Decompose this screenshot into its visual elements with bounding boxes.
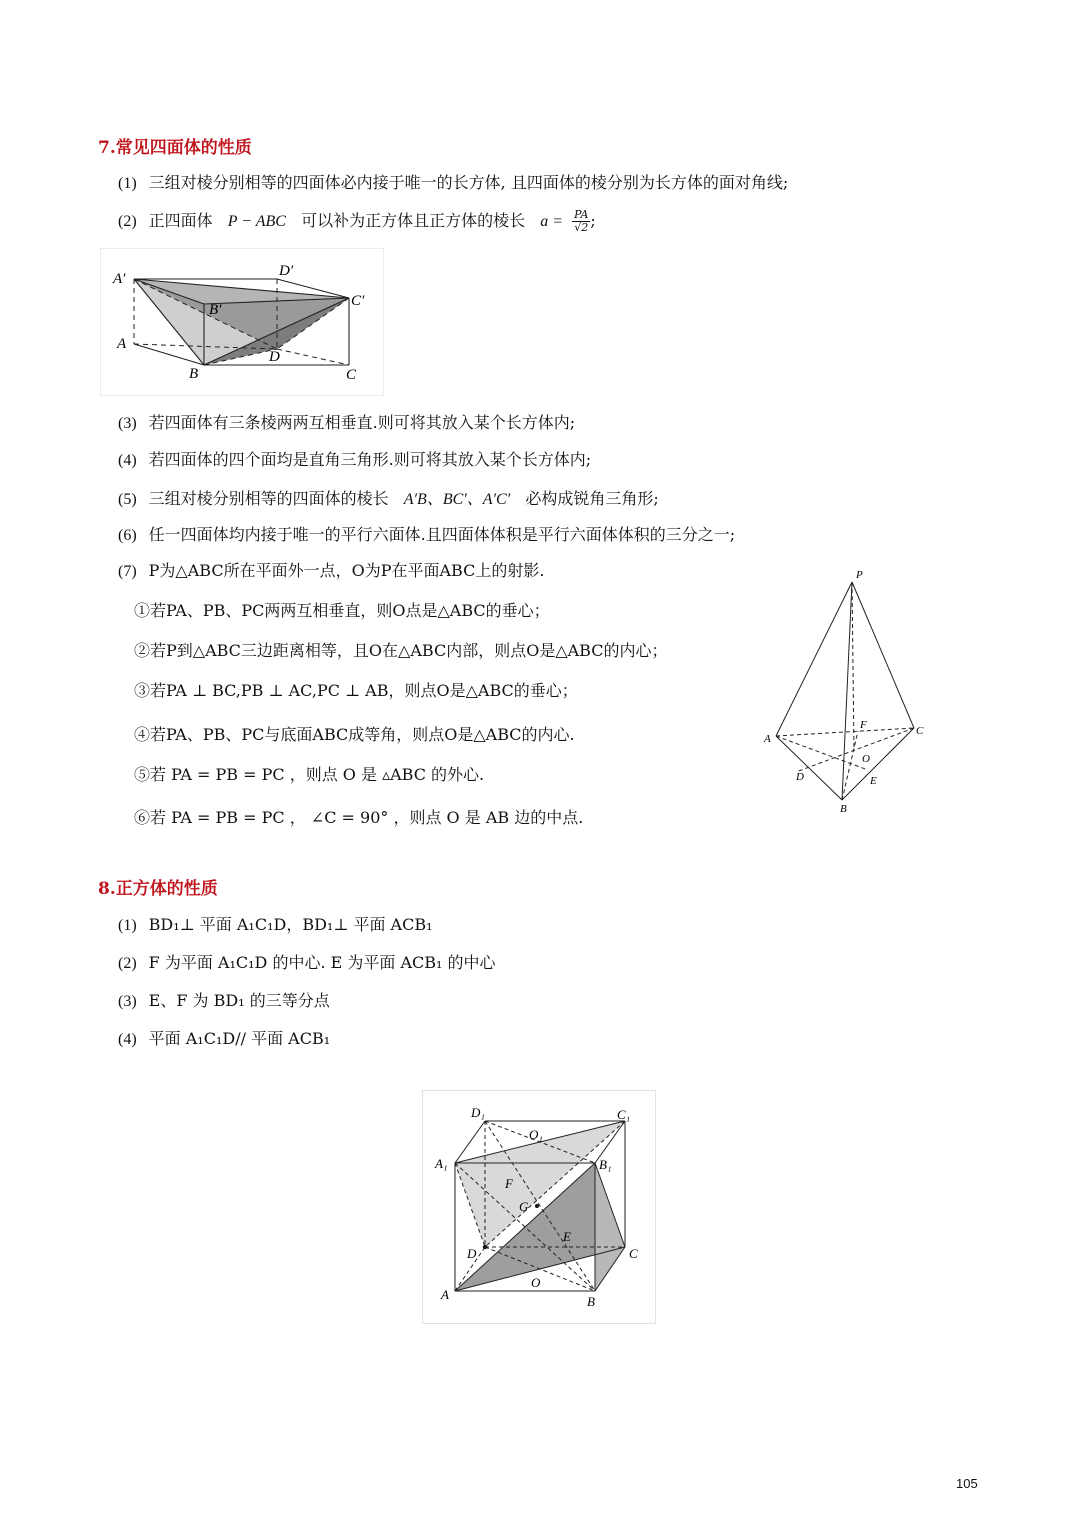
item-text: F 为平面 A₁C₁D 的中心. E 为平面 ACB₁ 的中心 xyxy=(148,953,496,972)
section-7-heading: 7.常见四面体的性质 xyxy=(98,138,252,158)
label-B1: B′ xyxy=(209,302,222,318)
label-B1: B₁ xyxy=(599,1157,612,1172)
label-B: B xyxy=(587,1294,595,1309)
label-B: B xyxy=(840,803,847,815)
item-text: 若四面体的四个面均是直角三角形.则可将其放入某个长方体内; xyxy=(148,450,592,469)
item-text: P为△ABC所在平面外一点，O为P在平面ABC上的射影. xyxy=(148,561,545,580)
item-number: (4) xyxy=(118,452,137,469)
page-number: 105 xyxy=(956,1476,978,1491)
sub-item: ③若PA ⊥ BC,PB ⊥ AC,PC ⊥ AB，则点O是△ABC的垂心； xyxy=(134,681,578,700)
label-C1: C₁ xyxy=(617,1107,631,1122)
item-number: (4) xyxy=(118,1031,137,1048)
item-number: (2) xyxy=(118,955,137,972)
list-item xyxy=(118,950,496,973)
label-C1: C′ xyxy=(351,293,365,309)
label-D: D xyxy=(796,771,804,783)
item-text: 三组对棱分别相等的四面体必内接于唯一的长方体, 且四面体的棱分别为长方体的面对角线; xyxy=(148,173,789,192)
item-text: BD₁⊥ 平面 A₁C₁D，BD₁⊥ 平面 ACB₁ xyxy=(148,915,433,934)
item-number: (1) xyxy=(118,917,137,934)
label-E: E xyxy=(870,775,877,787)
label-A1: A₁ xyxy=(435,1156,448,1171)
label-B: B xyxy=(189,366,199,382)
label-O1: O₁ xyxy=(529,1127,543,1142)
section-8-heading: 8.正方体的性质 xyxy=(98,879,218,899)
item-text: 三组对棱分别相等的四面体的棱长 xyxy=(148,489,389,508)
list-item xyxy=(118,988,330,1011)
label-C: C xyxy=(629,1246,638,1261)
item-number: (3) xyxy=(118,993,137,1010)
label-A: A xyxy=(764,733,771,745)
list-item xyxy=(118,410,575,433)
sub-item: ⑤若 PA = PB = PC ，则点 O 是 ▵ABC 的外心. xyxy=(134,765,485,784)
label-D: D xyxy=(269,349,280,365)
list-item xyxy=(118,170,788,193)
item-punct: ; xyxy=(590,211,596,230)
label-F: F xyxy=(860,719,867,731)
item-number: (7) xyxy=(118,563,137,580)
fraction: $\frac{PA}{√2}$ xyxy=(574,208,589,234)
item-math: P − ABC xyxy=(227,213,286,230)
pyramid-figure xyxy=(760,566,938,816)
list-item xyxy=(118,486,659,509)
label-G: G xyxy=(519,1199,529,1214)
item-math: a = xyxy=(540,213,563,230)
label-A: A xyxy=(441,1287,449,1302)
item-text: 可以补为正方体且正方体的棱长 xyxy=(301,211,526,230)
label-E: E xyxy=(563,1229,571,1244)
label-A1: A′ xyxy=(113,271,126,287)
list-item xyxy=(118,912,433,935)
label-D1: D₁ xyxy=(471,1105,485,1120)
label-P: P xyxy=(856,569,863,581)
item-number: (5) xyxy=(118,491,137,508)
item-number: (6) xyxy=(118,527,137,544)
label-A: A xyxy=(117,336,127,352)
label-F: F xyxy=(505,1176,513,1191)
label-C: C xyxy=(346,367,357,383)
item-text: 正四面体 xyxy=(148,211,213,230)
label-O: O xyxy=(531,1275,541,1290)
item-text: 必构成锐角三角形; xyxy=(525,489,659,508)
sub-item: ②若P到△ABC三边距离相等，且O在△ABC内部，则点O是△ABC的内心； xyxy=(134,641,668,660)
item-text: 若四面体有三条棱两两互相垂直.则可将其放入某个长方体内; xyxy=(148,413,576,432)
sub-item: ⑥若 PA = PB = PC ， ∠C = 90° ，则点 O 是 AB 边的中点. xyxy=(134,808,584,827)
list-item xyxy=(118,1026,330,1049)
item-text: 平面 A₁C₁D// 平面 ACB₁ xyxy=(148,1029,331,1048)
list-item xyxy=(118,447,591,470)
item-math: A′B、BC′、A′C′ xyxy=(403,491,511,508)
item-text: E、F 为 BD₁ 的三等分点 xyxy=(148,991,330,1010)
list-item xyxy=(118,522,735,545)
cube-figure xyxy=(422,1090,656,1324)
list-item xyxy=(118,208,596,234)
item-number: (1) xyxy=(118,175,137,192)
list-item xyxy=(118,558,544,581)
cuboid-figure xyxy=(100,248,384,396)
item-number: (2) xyxy=(118,213,137,230)
label-D: D xyxy=(467,1246,477,1261)
label-D1: D′ xyxy=(279,263,294,279)
item-text: 任一四面体均内接于唯一的平行六面体.且四面体体积是平行六面体体积的三分之一; xyxy=(148,525,736,544)
sub-item: ①若PA、PB、PC两两互相垂直，则O点是△ABC的垂心； xyxy=(134,601,550,620)
label-C: C xyxy=(916,725,924,737)
label-O: O xyxy=(862,753,870,765)
sub-item: ④若PA、PB、PC与底面ABC成等角，则点O是△ABC的内心. xyxy=(134,725,575,744)
item-number: (3) xyxy=(118,415,137,432)
